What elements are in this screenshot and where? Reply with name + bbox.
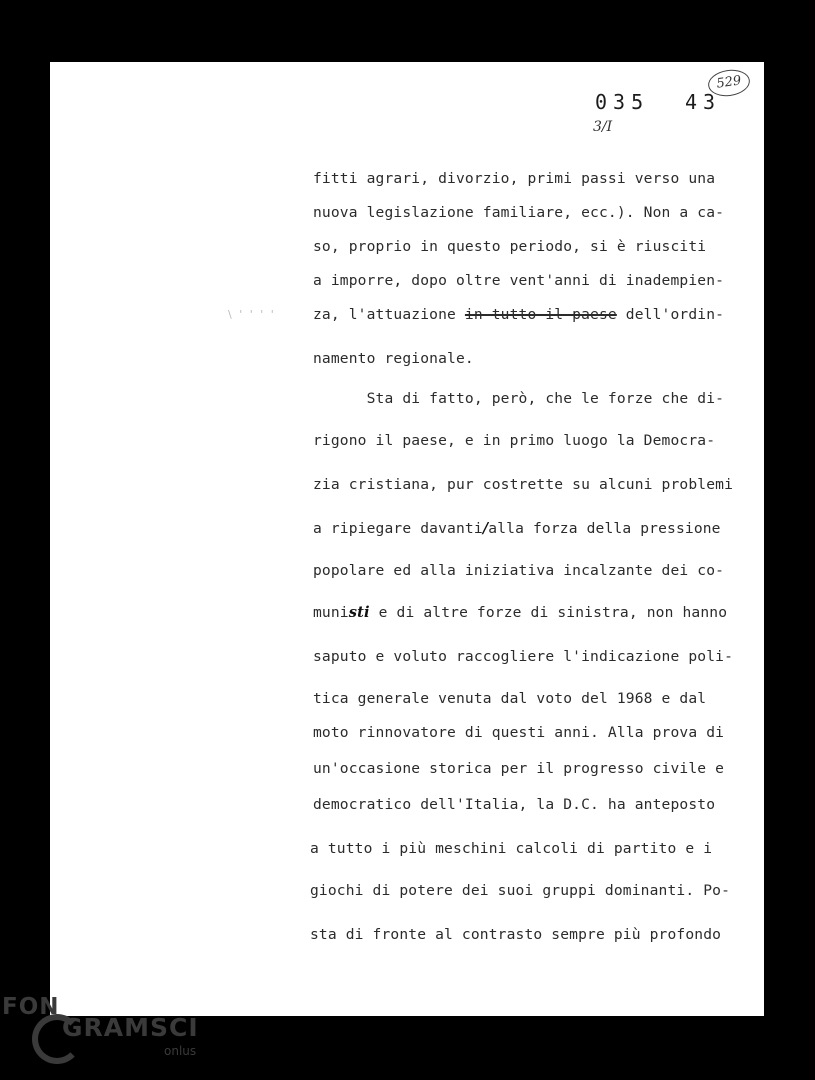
text-line: a imporre, dopo oltre vent'anni di inadempien- <box>313 272 725 289</box>
section-reference: 3/I <box>593 119 613 135</box>
handwritten-correction: / <box>482 520 489 537</box>
handwritten-correction: sti <box>348 604 370 621</box>
text-line <box>313 306 724 324</box>
text-line: democratico dell'Italia, la D.C. ha anteposto <box>313 796 716 813</box>
handwritten-circled-number: 529 <box>706 67 751 99</box>
text-line: nuova legislazione familiare, ecc.). Non a ca- <box>313 204 725 221</box>
text-segment: e di altre forze di sinistra, non hanno <box>369 604 728 621</box>
text-line: tica generale venuta dal voto del 1968 e dal <box>313 690 707 707</box>
text-line: a tutto i più meschini calcoli di partito e i <box>310 840 713 857</box>
text-segment: a ripiegare davanti <box>313 520 483 537</box>
document-page <box>50 62 764 1016</box>
text-line: popolare ed alla iniziativa incalzante dei co- <box>313 562 725 579</box>
fondazione-gramsci-watermark <box>0 986 220 1080</box>
watermark-sub: onlus <box>164 1044 197 1058</box>
text-line: rigono il paese, e in primo luogo la Democra- <box>313 432 716 449</box>
text-segment: muni <box>313 604 349 621</box>
text-segment: alla forza della pressione <box>488 520 721 537</box>
text-line: giochi di potere dei suoi gruppi dominanti. Po- <box>310 882 731 899</box>
margin-note: \ ' ' ' ' <box>228 308 276 321</box>
text-line: namento regionale. <box>313 350 474 367</box>
watermark-prefix: FON <box>2 994 60 1020</box>
watermark-brand: GRAMSCI <box>62 1013 199 1042</box>
text-line <box>313 520 721 538</box>
text-line: moto rinnovatore di questi anni. Alla prova di <box>313 724 725 741</box>
text-segment: dell'ordin- <box>616 306 725 323</box>
text-line: so, proprio in questo periodo, si è riusciti <box>313 238 707 255</box>
text-line <box>313 604 727 622</box>
text-line: fitti agrari, divorzio, primi passi verso una <box>313 170 716 187</box>
text-line: saputo e voluto raccogliere l'indicazione poli- <box>313 648 734 665</box>
struck-text: in tutto il paese <box>464 306 617 323</box>
page-number: 035 <box>595 90 650 114</box>
text-line: Sta di fatto, però, che le forze che di- <box>313 390 725 407</box>
text-line: zia cristiana, pur costrette su alcuni problemi <box>313 476 734 493</box>
text-line: sta di fronte al contrasto sempre più profondo <box>310 926 722 943</box>
text-line: un'occasione storica per il progresso civile e <box>313 760 725 777</box>
text-segment: za, l'attuazione <box>313 306 465 323</box>
page-number-secondary: 43 <box>685 90 722 114</box>
